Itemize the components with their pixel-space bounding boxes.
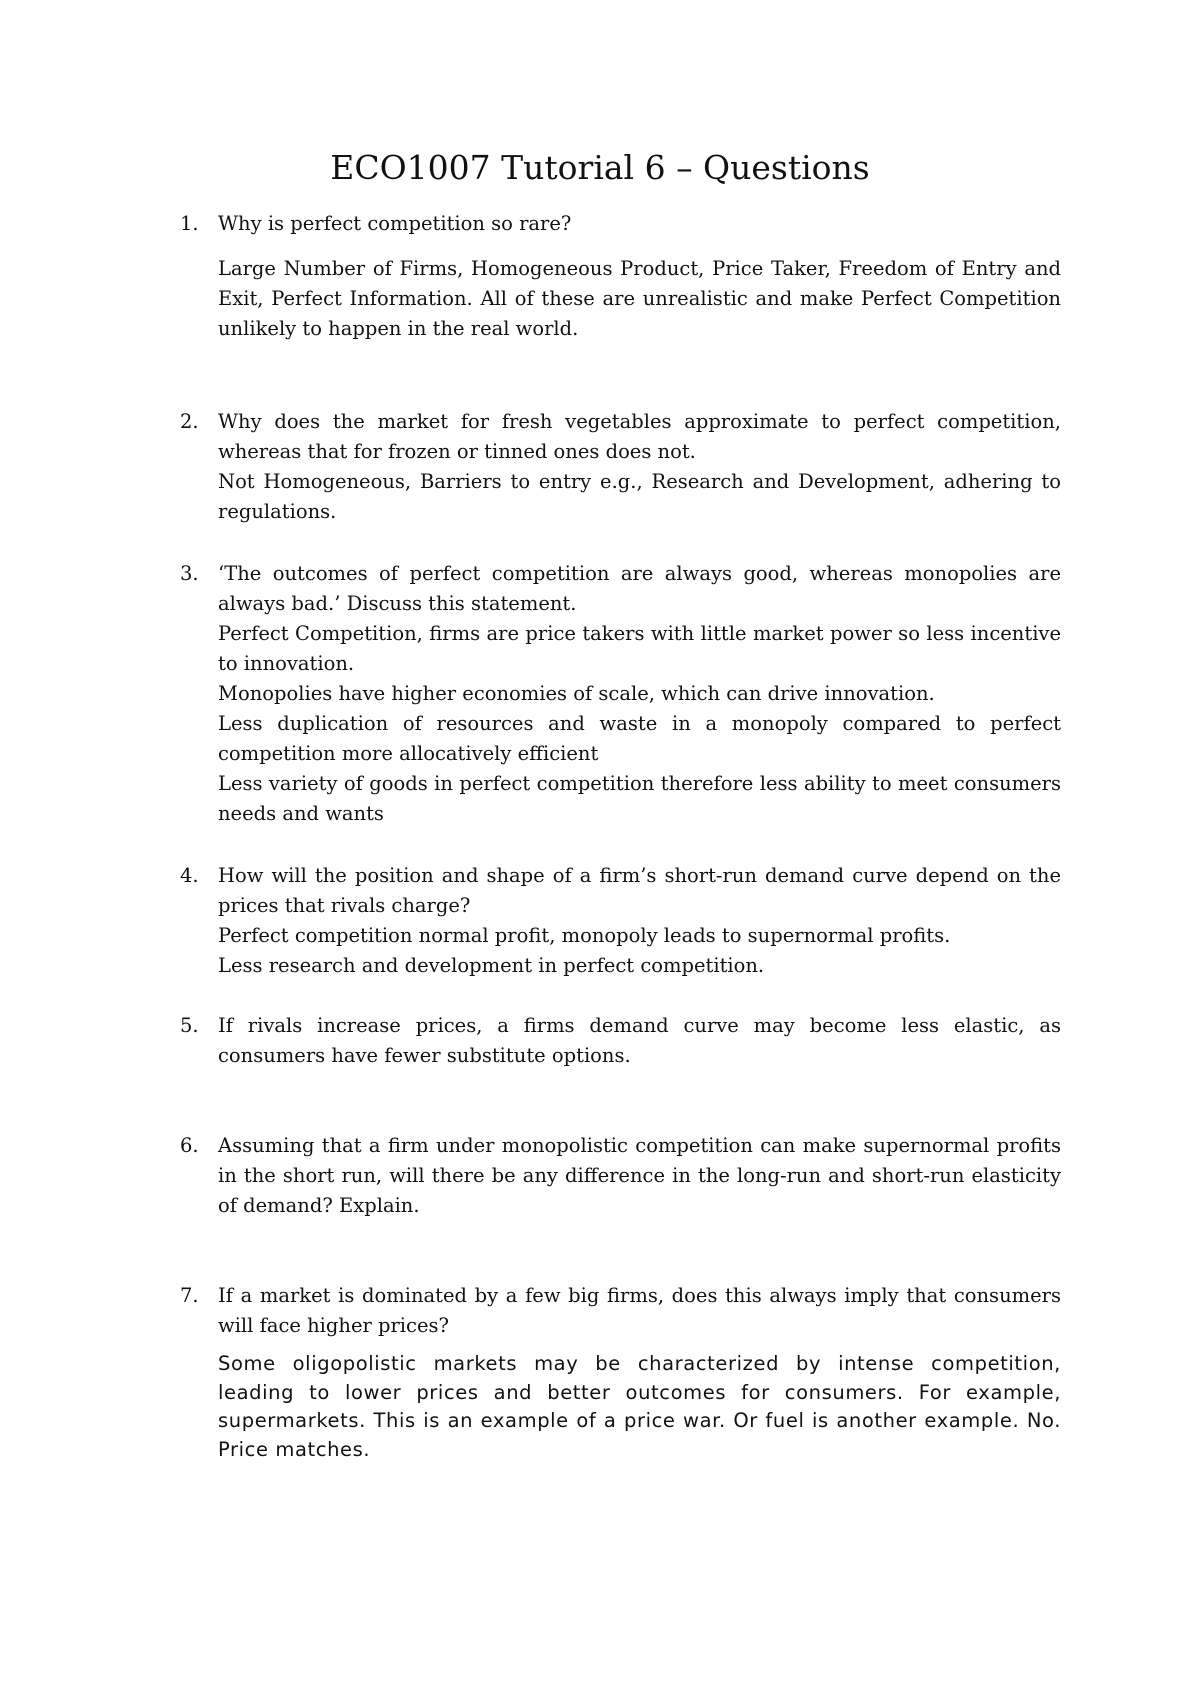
q7-answer-text: Some oligopolistic markets may be characterized by intense competition, leading to lower prices and better outcomes for consumers. For example, supermarkets. This is an example of a price war. Or fuel is another example. No. Price matches. [218, 1352, 1061, 1461]
q7-answer [218, 1350, 1061, 1464]
q4-question-text: How will the position and shape of a firm’s short-run demand curve depend on the prices that rivals charge? [218, 864, 1061, 917]
q4-number: 4. [180, 864, 199, 887]
q6-question-text: Assuming that a firm under monopolistic competition can make supernormal profits in the short run, will there be any difference in the long-run and short-run elasticity of demand? Explain. [218, 1134, 1061, 1217]
q3-answer-text-1: Perfect Competition, firms are price takers with little market power so less incentive to innovation. [218, 622, 1061, 675]
q3-answer-text-4: Less variety of goods in perfect competition therefore less ability to meet consumers needs and wants [218, 772, 1061, 825]
q4-answer-text-2: Less research and development in perfect competition. [218, 954, 765, 977]
q1-answer [218, 254, 1061, 344]
q3-answer-text-3: Less duplication of resources and waste in a monopoly compared to perfect competition more allocatively efficient [218, 712, 1061, 765]
q2-block [218, 407, 1061, 527]
q3-number: 3. [180, 562, 199, 585]
q5-number: 5. [180, 1014, 199, 1037]
q4-block [218, 861, 1061, 981]
q1-number: 1. [180, 212, 199, 235]
q2-question-text: Why does the market for fresh vegetables approximate to perfect competition, whereas that for frozen or tinned ones does not. [218, 410, 1061, 463]
q2-number: 2. [180, 410, 199, 433]
q7-question-text: If a market is dominated by a few big firms, does this always imply that consumers will face higher prices? [218, 1284, 1061, 1337]
q6-number: 6. [180, 1134, 199, 1157]
q1-question [218, 209, 1061, 239]
q7-question [218, 1281, 1061, 1341]
q4-answer-text-1: Perfect competition normal profit, monopoly leads to supernormal profits. [218, 924, 951, 947]
q3-question-text: ‘The outcomes of perfect competition are always good, whereas monopolies are always bad.’ Discuss this statement. [218, 562, 1061, 615]
page-title: ECO1007 Tutorial 6 – Questions [330, 148, 870, 187]
q6-block [218, 1131, 1061, 1221]
q1-answer-text: Large Number of Firms, Homogeneous Product, Price Taker, Freedom of Entry and Exit, Perfect Information. All of these are unrealistic and make Perfect Competition unlikely to happen in the real world. [218, 257, 1061, 340]
q3-block [218, 559, 1061, 829]
q3-answer-text-2: Monopolies have higher economies of scale, which can drive innovation. [218, 682, 935, 705]
q5-block [218, 1011, 1061, 1071]
q2-answer-text: Not Homogeneous, Barriers to entry e.g., Research and Development, adhering to regulations. [218, 470, 1061, 523]
q5-text: If rivals increase prices, a firms demand curve may become less elastic, as consumers have fewer substitute options. [218, 1014, 1061, 1067]
q7-number: 7. [180, 1284, 199, 1307]
q1-question-text: Why is perfect competition so rare? [218, 212, 572, 235]
